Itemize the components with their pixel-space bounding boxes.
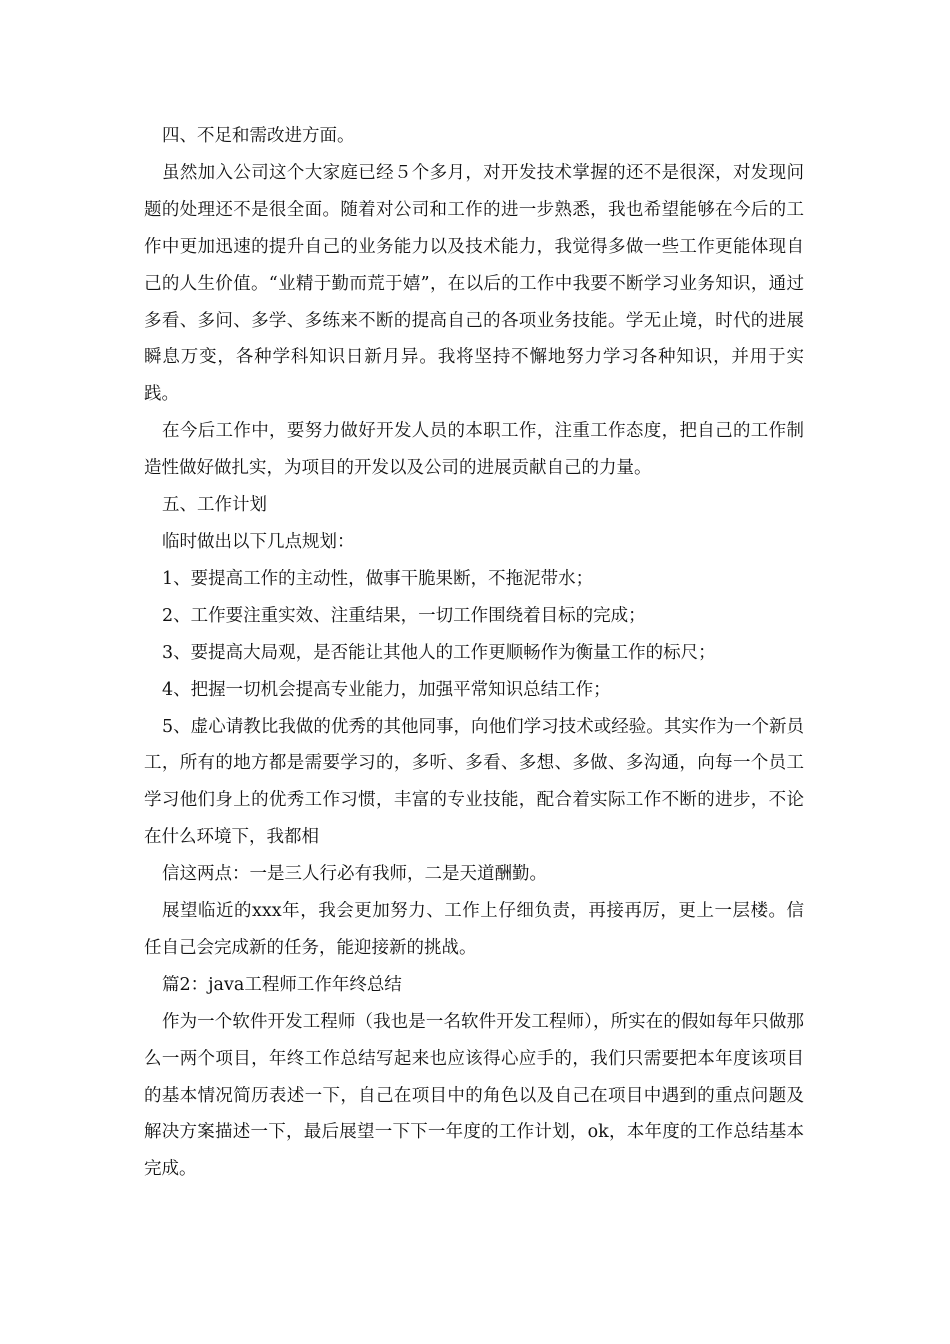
- document-body: [144, 118, 804, 1188]
- paragraph-future-work: 在今后工作中，要努力做好开发人员的本职工作，注重工作态度，把自己的工作制造性做好做扎实，为项目的开发以及公司的进展贡献自己的力量。: [144, 421, 804, 479]
- paragraph-shortcomings: 虽然加入公司这个大家庭已经５个多月，对开发技术掌握的还不是很深，对发现问题的处理还不是很全面。随着对公司和工作的进一步熟悉，我也希望能够在今后的工作中更加迅速的提升自己的业务能力以及技术能力，我觉得多做一些工作更能体现自己的人生价值。“业精于勤而荒于嬉”，在以后的工作中我要不断学习业务知识，通过多看、多问、多学、多练来不断的提高自己的各项业务技能。学无止境，时代的进展瞬息万变，各种学科知识日新月异。我将坚持不懈地努力学习各种知识，并用于实践。: [144, 162, 804, 405]
- list-item-plan-3: 3、要提高大局观，是否能让其他人的工作更顺畅作为衡量工作的标尺；: [162, 642, 716, 663]
- list-item-plan-2: 2、工作要注重实效、注重结果，一切工作围绕着目标的完成；: [162, 605, 646, 626]
- paragraph-belief: 信这两点：一是三人行必有我师，二是天道酬勤。: [162, 864, 547, 885]
- section-heading-shortcomings: 四、不足和需改进方面。: [162, 126, 355, 146]
- paragraph-java-summary: 作为一个软件开发工程师（我也是一名软件开发工程师），所实在的假如每年只做那么一两个项目，年终工作总结写起来也应该得心应手的，我们只需要把本年度该项目的基本情况简历表述一下，自己在项目中的角色以及自己在项目中遇到的重点问题及解决方案描述一下，最后展望一下下一年度的工作计划，ok，本年度的工作总结基本完成。: [144, 1011, 804, 1180]
- list-item-plan-4: 4、把握一切机会提高专业能力，加强平常知识总结工作；: [162, 679, 611, 700]
- section-heading-work-plan: 五、工作计划: [162, 495, 267, 516]
- list-item-plan-5: 5、虚心请教比我做的优秀的其他同事，向他们学习技术或经验。其实作为一个新员工，所有的地方都是需要学习的，多听、多看、多想、多做、多沟通，向每一个员工学习他们身上的优秀工作习惯，丰富的专业技能，配合着实际工作不断的进步，不论在什么环境下，我都相: [144, 716, 804, 848]
- paragraph-outlook: 展望临近的xxx年，我会更加努力、工作上仔细负责，再接再厉，更上一层楼。信任自己会完成新的任务，能迎接新的挑战。: [144, 901, 804, 958]
- list-item-plan-1: 1、要提高工作的主动性，做事干脆果断，不拖泥带水；: [162, 568, 594, 589]
- paragraph-plan-intro: 临时做出以下几点规划：: [162, 531, 355, 552]
- article-heading-java: 篇2：java工程师工作年终总结: [162, 974, 402, 995]
